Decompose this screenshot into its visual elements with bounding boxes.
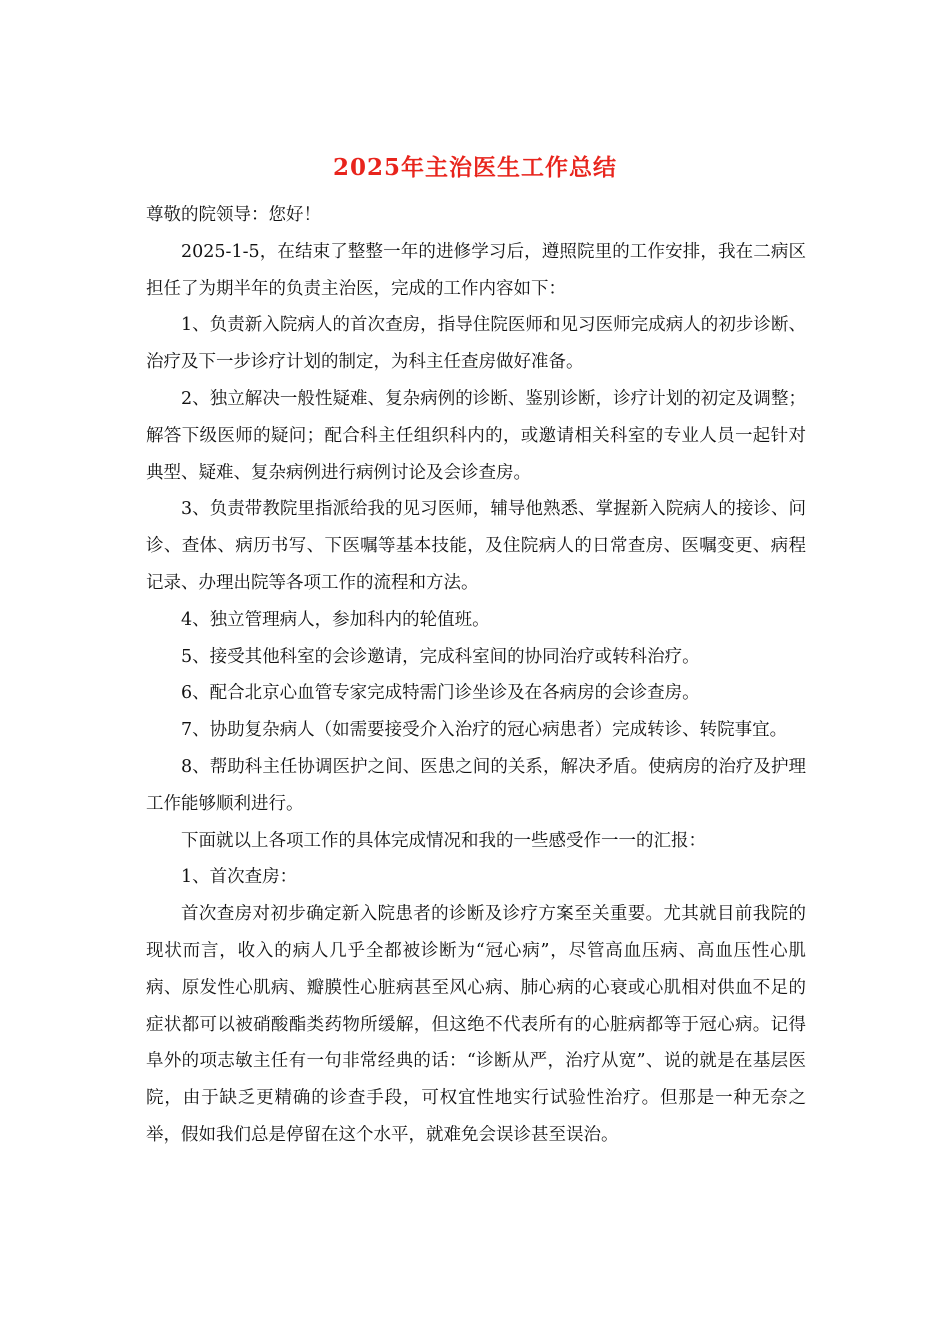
document-body xyxy=(146,197,806,1154)
paragraph-item-8: 8、帮助科主任协调医护之间、医患之间的关系，解决矛盾。使病房的治疗及护理工作能够顺利进行。 xyxy=(146,756,806,814)
paragraph-item-3: 3、负责带教院里指派给我的见习医师，辅导他熟悉、掌握新入院病人的接诊、问诊、查体、病历书写、下医嘱等基本技能，及住院病人的日常查房、医嘱变更、病程记录、办理出院等各项工作的流程和方法。 xyxy=(146,499,806,593)
section-heading-first-rounds: 1、首次查房： xyxy=(181,867,298,888)
paragraph-report-intro: 下面就以上各项工作的具体完成情况和我的一些感受作一一的汇报： xyxy=(181,830,706,851)
document-title: 2025年主治医生工作总结 xyxy=(332,154,617,181)
paragraph-intro: 2025-1-5，在结束了整整一年的进修学习后，遵照院里的工作安排，我在二病区担任了为期半年的负责主治医，完成的工作内容如下： xyxy=(146,241,806,299)
paragraph-item-6: 6、配合北京心血管专家完成特需门诊坐诊及在各病房的会诊查房。 xyxy=(181,683,700,704)
paragraph-item-1: 1、负责新入院病人的首次查房，指导住院医师和见习医师完成病人的初步诊断、治疗及下一步诊疗计划的制定，为科主任查房做好准备。 xyxy=(146,315,806,373)
paragraph-item-7: 7、协助复杂病人（如需要接受介入治疗的冠心病患者）完成转诊、转院事宜。 xyxy=(181,720,788,741)
paragraph-item-5: 5、接受其他科室的会诊邀请，完成科室间的协同治疗或转科治疗。 xyxy=(181,646,700,667)
paragraph-first-rounds: 首次查房对初步确定新入院患者的诊断及诊疗方案至关重要。尤其就目前我院的现状而言，收入的病人几乎全都被诊断为“冠心病”，尽管高血压病、高血压性心肌病、原发性心肌病、瓣膜性心脏病甚至风心病、肺心病的心衰或心肌相对供血不足的症状都可以被硝酸酯类药物所缓解，但这绝不代表所有的心脏病都等于冠心病。记得阜外的项志敏主任有一句非常经典的话：“诊断从严，治疗从宽”、说的就是在基层医院，由于缺乏更精确的诊查手段，可权宜性地实行试验性治疗。但那是一种无奈之举，假如我们总是停留在这个水平，就难免会误诊甚至误治。 xyxy=(146,904,806,1145)
salutation: 尊敬的院领导：您好！ xyxy=(146,205,321,225)
paragraph-item-4: 4、独立管理病人，参加科内的轮值班。 xyxy=(181,609,490,630)
paragraph-item-2: 2、独立解决一般性疑难、复杂病例的诊断、鉴别诊断，诊疗计划的初定及调整；解答下级医师的疑问；配合科主任组织科内的，或邀请相关科室的专业人员一起针对典型、疑难、复杂病例进行病例讨论及会诊查房。 xyxy=(146,388,806,483)
